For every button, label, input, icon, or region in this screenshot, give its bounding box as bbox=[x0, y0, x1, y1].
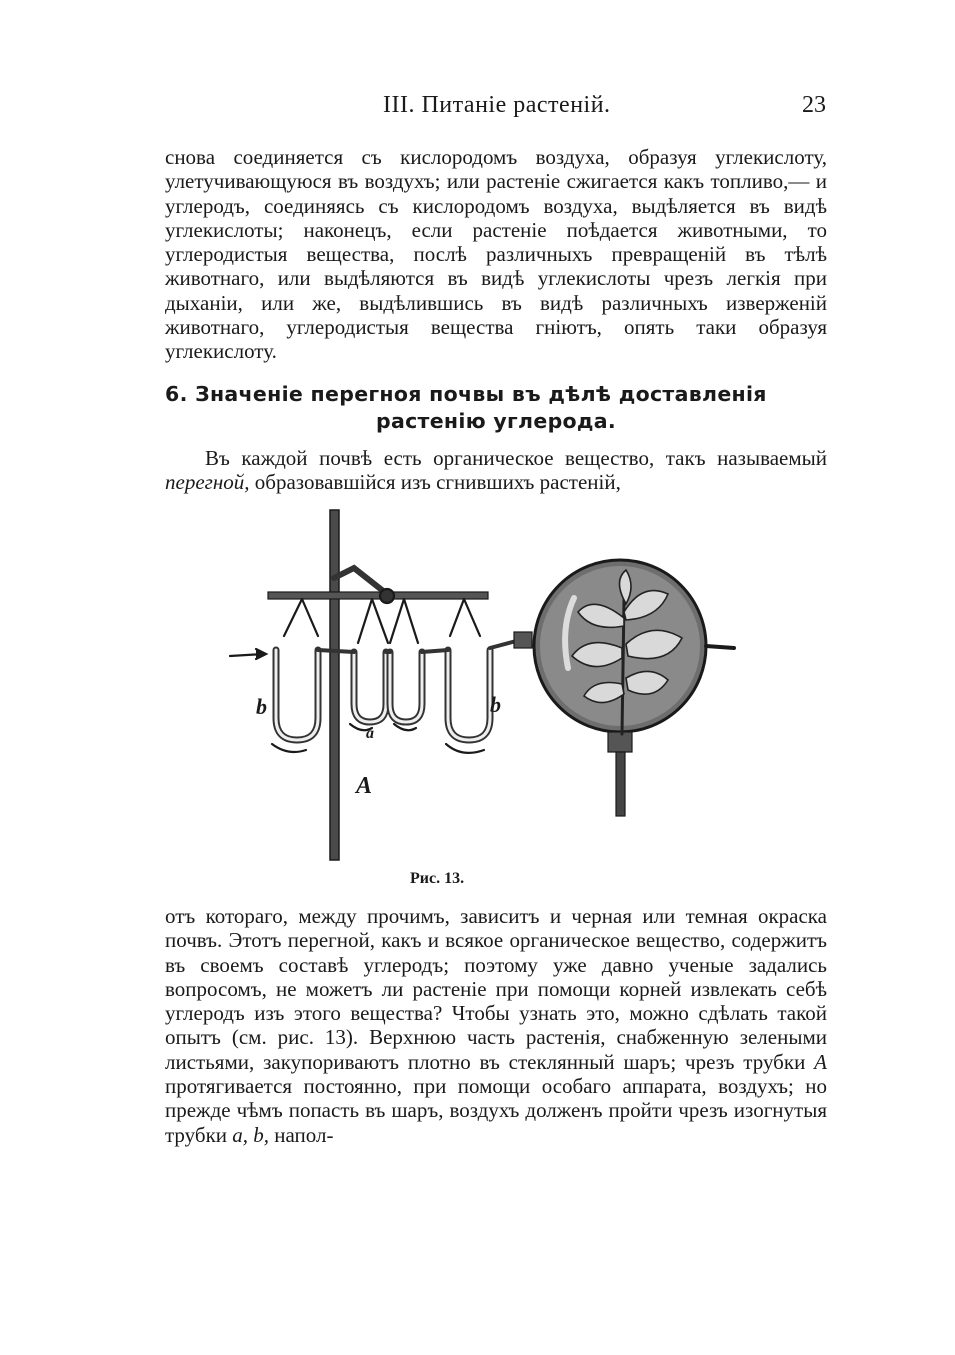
figure-caption: Рис. 13. bbox=[410, 870, 465, 887]
paragraph-2-text bbox=[165, 446, 827, 495]
figure-13-apparatus bbox=[222, 508, 752, 870]
paragraph-3-part: напол- bbox=[269, 1122, 334, 1147]
section-heading-line-2: растенію углерода. bbox=[375, 409, 617, 433]
label-A: A bbox=[356, 773, 373, 799]
paragraph-1-text: снова соединяется съ кислородомъ воздуха, образуя углекислоту, улетучивающуюся въ воздухъ; или растеніе сжигается какъ топливо,— и углеродъ, соединяясь съ кислородомъ воздуха, выдѣляется въ видѣ углекислоты; наконецъ, если растеніе поѣдается животными, то углеродистыя вещества, послѣ различныхъ превращеній въ тѣлѣ животнаго, или выдѣляются въ видѣ углекислоты чрезъ легкія при дыханіи, или же, выдѣлившись въ видѣ различныхъ изверженій животнаго, углеродистыя вещества гніютъ, опять таки образуя углекислоту. bbox=[165, 145, 827, 364]
paragraph-2-part: образовавшійся изъ сгнившихъ растеній, bbox=[249, 470, 621, 495]
paragraph-2 bbox=[165, 446, 827, 495]
label-a: a bbox=[366, 725, 374, 742]
paragraph-3-text bbox=[165, 904, 827, 1147]
paragraph-3-italic-ab: a, b, bbox=[232, 1122, 270, 1147]
paragraph-2-italic-term: перегной, bbox=[165, 470, 250, 495]
apparatus-illustration bbox=[222, 508, 752, 870]
paragraph-2-part: Въ каждой почвѣ есть органическое вещество, такъ называемый bbox=[205, 446, 827, 470]
paragraph-1 bbox=[165, 145, 827, 364]
page-number: 23 bbox=[802, 92, 826, 118]
section-heading-line-1: 6. Значеніе перегноя почвы въ дѣлѣ доставленія bbox=[165, 382, 767, 406]
label-b-left: b bbox=[256, 694, 267, 719]
paragraph-3-part: протягивается постоянно, при помощи особаго аппарата, воздухъ; но прежде чѣмъ попасть въ шаръ, воздухъ долженъ пройти чрезъ изогнутыя трубки bbox=[165, 1074, 827, 1147]
section-heading bbox=[165, 381, 827, 435]
stand-rod bbox=[330, 510, 339, 860]
paragraph-3-part: отъ котораго, между прочимъ, зависитъ и черная или темная окраска почвъ. Этотъ перегной, какъ и всякое органическое вещество, содержитъ въ своемъ составѣ углеродъ; поэтому уже давно ученые задались вопросомъ, не можетъ ли растеніе при помощи корней извлекать себѣ углеродъ изъ этого вещества? Чтобы узнать это, можно сдѣлать такой опытъ (см. рис. 13). Верхнюю часть растенія, снабженную зелеными листьями, закупориваютъ плотно въ стеклянный шаръ; чрезъ трубки bbox=[165, 904, 827, 1074]
label-b-right: b bbox=[490, 692, 501, 717]
paragraph-3-italic-A: A bbox=[814, 1049, 827, 1074]
support-bar bbox=[268, 592, 488, 599]
running-header bbox=[168, 92, 828, 122]
paragraph-3 bbox=[165, 904, 827, 1147]
running-title: III. Питаніе растеній. bbox=[383, 92, 611, 118]
